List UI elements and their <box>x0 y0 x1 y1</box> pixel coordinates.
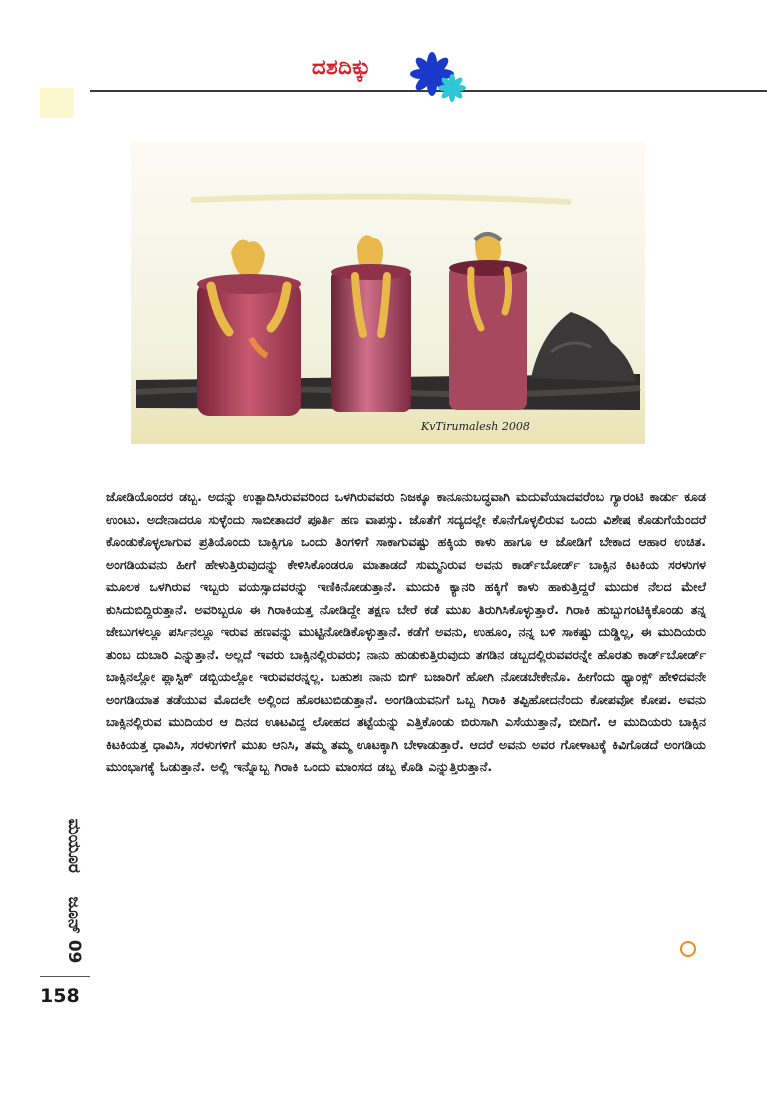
end-mark-icon <box>680 941 696 957</box>
section-title: ದಶದಿಕ್ಕು <box>312 55 371 79</box>
magazine-issue: ಜೂನ್ 09 <box>64 896 84 964</box>
sidebar-rule <box>40 976 90 977</box>
article-body: ಜೋಡಿಯೊಂದರ ಡಬ್ಬ. ಅದನ್ನು ಉತ್ಪಾದಿಸಿರುವವರಿಂದ ಒಳಗಿರುವವರು ನಿಜಕ್ಕೂ ಕಾನೂನುಬದ್ಧವಾಗಿ ಮದುವೆಯಾದವರೆಂಬ ಗ್ಯಾರಂಟಿ ಕಾರ್ಡು ಕೂಡ ಉಂಟು. ಅದೇನಾದರೂ ಸುಳ್ಳೆಂದು ಸಾಬೀತಾದರೆ ಪೂರ್ತಿ ಹಣ ವಾಪಸ್ಸು. ಜೊತೆಗೆ ಸದ್ಯದಲ್ಲೇ ಕೊನೆಗೊಳ್ಳಲಿರುವ ಒಂದು ವಿಶೇಷ ಕೊಡುಗೆಯೆಂದರೆ ಕೊಂಡುಕೊಳ್ಳಲಾಗುವ ಪ್ರತಿಯೊಂದು ಬಾಕ್ಸಿಗೂ ಒಂದು ತಿಂಗಳಿಗೆ ಸಾಕಾಗುವಷ್ಟು ಹಕ್ಕಿಯ ಕಾಳು ಹಾಗೂ ಆ ಜೋಡಿಗೆ ಬೇಕಾದ ಆಹಾರ ಉಚಿತ. ಅಂಗಡಿಯವನು ಹೀಗೆ ಹೇಳುತ್ತಿರುವುದನ್ನು ಕೇಳಿಸಿಕೊಂಡರೂ ಮಾತಾಡದೆ ಸುಮ್ಮನಿರುವ ಅವನು ಕಾರ್ಡ್‌ಬೋರ್ಡ್ ಬಾಕ್ಸಿನ ಕಿಟಕಿಯ ಸರಳುಗಳ ಮೂಲಕ ಒಳಗಿರುವ ಇಬ್ಬರು ವಯಸ್ಸಾದವರನ್ನು ಇಣಿಕಿನೋಡುತ್ತಾನೆ. ಮುದುಕಿ ಕ್ಯಾನರಿ ಹಕ್ಕಿಗೆ ಕಾಳು ಹಾಕುತ್ತಿದ್ದರೆ ಮುದುಕ ನೆಲದ ಮೇಲೆ ಕುಸಿದುಬಿದ್ದಿರುತ್ತಾನೆ. ಅವರಿಬ್ಬರೂ ಈ ಗಿರಾಕಿಯತ್ತ ನೋಡಿದ್ದೇ ತಕ್ಷಣ ಬೇರೆ ಕಡೆ ಮುಖ ತಿರುಗಿಸಿಕೊಳ್ಳುತ್ತಾರೆ. ಗಿರಾಕಿ ಹುಬ್ಬುಗಂಟಿಕ್ಕಿಕೊಂಡು ತನ್ನ ಜೇಬುಗಳಲ್ಲೂ ಪರ್ಸಿನಲ್ಲೂ ಇರುವ ಹಣವನ್ನು ಮುಟ್ಟಿನೋಡಿಕೊಳ್ಳುತ್ತಾನೆ. ಕಡೆಗೆ ಅವನು, ಉಹೂಂ, ನನ್ನ ಬಳಿ ಸಾಕಷ್ಟು ದುಡ್ಡಿಲ್ಲ, ಈ ಮುದಿಯರು ತುಂಬ ದುಬಾರಿ ಎನ್ನುತ್ತಾನೆ. ಅಲ್ಲದೆ ಇವರು ಬಾಕ್ಸಿನಲ್ಲಿರುವರು; ನಾನು ಹುಡುಕುತ್ತಿರುವುದು ತಗಡಿನ ಡಬ್ಬದಲ್ಲಿರುವವರನ್ನೇ ಹೊರತು ಕಾರ್ಡ್‌ಬೋರ್ಡ್ ಬಾಕ್ಸಿನಲ್ಲೋ ಪ್ಲಾಸ್ಟಿಕ್ ಡಬ್ಬಿಯಲ್ಲೋ ಇರುವವರನ್ನಲ್ಲ. ಬಹುಶಃ ನಾನು ಬಿಗ್ ಬಜಾರಿಗೆ ಹೋಗಿ ನೋಡಬೇಕೇನೊ. ಹೀಗೆಂದು ಥ್ಯಾಂಕ್ಸ್ ಹೇಳಿದವನೇ ಅಂಗಡಿಯಾತ ತಡೆಯುವ ಮೊದಲೇ ಅಲ್ಲಿಂದ ಹೊರಟುಬಿಡುತ್ತಾನೆ. ಅಂಗಡಿಯವನಿಗೆ ಒಬ್ಬ ಗಿರಾಕಿ ತಪ್ಪಿಹೋದನೆಂದು ಕೋಪವೋ ಕೋಪ. ಅವನು ಬಾಕ್ಸಿನಲ್ಲಿರುವ ಮುದಿಯರ ಆ ದಿನದ ಊಟವಿದ್ದ ಲೋಹದ ತಟ್ಟೆಯನ್ನು ಎತ್ತಿಕೊಂಡು ಬಿರುಸಾಗಿ ಎಸೆಯುತ್ತಾನೆ, ಬೀದಿಗೆ. ಆ ಮುದಿಯರು ಬಾಕ್ಸಿನ ಕಿಟಕಿಯತ್ತ ಧಾವಿಸಿ, ಸರಳುಗಳಿಗೆ ಮುಖ ಆನಿಸಿ, ತಮ್ಮ ತಮ್ಮ ಊಟಕ್ಕಾಗಿ ಬೇಳಾಡುತ್ತಾರೆ. ಆದರೆ ಅವನು ಅವರ ಗೋಳಾಟಕ್ಕೆ ಕಿವಿಗೊಡದೆ ಅಂಗಡಿಯ ಮುಂಭಾಗಕ್ಕೆ ಓಡುತ್ತಾನೆ. ಅಲ್ಲಿ ಇನ್ನೊಬ್ಬ ಗಿರಾಕಿ ಒಂದು ಮಾಂಸದ ಡಬ್ಬ ಕೊಡಿ ಎನ್ನುತ್ತಿರುತ್ತಾನೆ. <box>106 489 706 774</box>
magazine-name: ಮಯೂರ <box>64 818 84 873</box>
magazine-sidebar-text <box>64 819 84 964</box>
flower-star-icon <box>408 52 470 102</box>
corner-highlight <box>40 88 74 118</box>
magazine-sidebar <box>54 806 94 976</box>
illustration-signature: KvTirumalesh 2008 <box>421 420 530 433</box>
page-number: 158 <box>40 985 80 1007</box>
article-illustration <box>131 142 645 444</box>
